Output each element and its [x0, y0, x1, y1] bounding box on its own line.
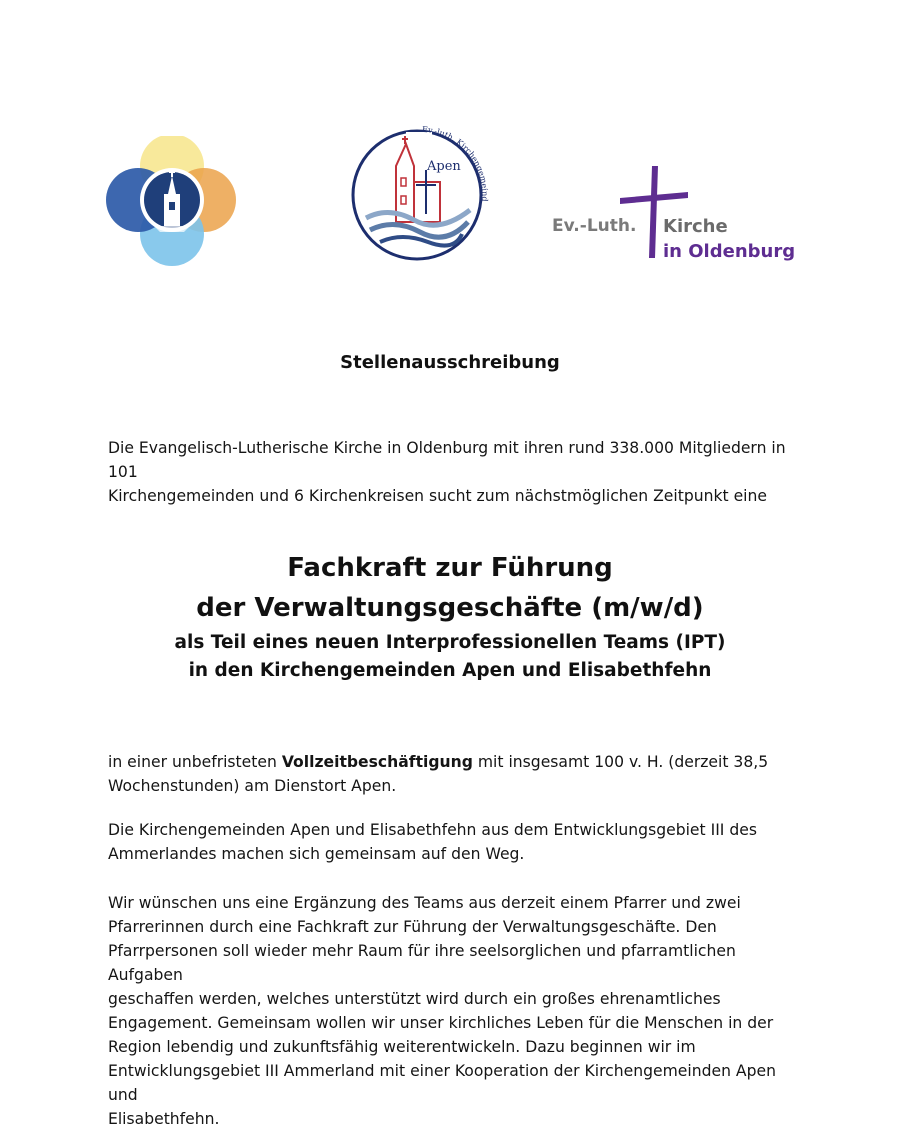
team-line: Elisabethfehn.	[108, 1110, 220, 1128]
intro-line: Kirchengemeinden und 6 Kirchenkreisen sucht zum nächstmöglichen Zeitpunkt eine	[108, 487, 767, 505]
employment-pre: in einer unbefristeten	[108, 753, 282, 771]
page-heading: Stellenausschreibung	[340, 352, 560, 373]
team-line: Region lebendig und zukunftsfähig weiterentwickeln. Dazu beginnen wir im	[108, 1038, 696, 1056]
team-paragraph	[108, 891, 808, 1131]
team-line: Wir wünschen uns eine Ergänzung des Teams aus derzeit einem Pfarrer und zwei	[108, 894, 741, 912]
team-line: Engagement. Gemeinsam wollen wir unser kirchliches Leben für die Menschen in der	[108, 1014, 774, 1032]
employment-post: mit insgesamt 100 v. H. (derzeit 38,5	[472, 753, 769, 771]
logo-arc-text: Ev.-luth. Kirchengemeind	[421, 124, 490, 202]
employment-bold: Vollzeitbeschäftigung	[281, 753, 473, 771]
church-tower-circles-icon	[104, 136, 240, 268]
intro-line: Die Evangelisch-Lutherische Kirche in Oldenburg mit ihren rund 338.000 Mitgliedern in 101	[108, 439, 786, 481]
logo-text-oldenburg: in Oldenburg	[663, 241, 796, 262]
employment-paragraph	[108, 750, 808, 798]
job-subtitle-line1: als Teil eines neuen Interprofessionellen Teams (IPT)	[174, 632, 726, 653]
intro-paragraph	[108, 436, 808, 508]
logo-apen-name: Apen	[427, 159, 461, 174]
logo-text-kirche: Kirche	[663, 216, 728, 237]
region-line: Ammerlandes machen sich gemeinsam auf den Weg.	[108, 845, 525, 863]
logo-text-evluth: Ev.-Luth.	[552, 216, 637, 236]
team-line: Pfarrerinnen durch eine Fachkraft zur Führung der Verwaltungsgeschäfte. Den	[108, 918, 717, 936]
job-title-line2: der Verwaltungsgeschäfte (m/w/d)	[196, 593, 704, 623]
team-line: geschaffen werden, welches unterstützt wird durch ein großes ehrenamtliches	[108, 990, 721, 1008]
job-title-line1: Fachkraft zur Führung	[287, 553, 613, 583]
team-line: Pfarrpersonen soll wieder mehr Raum für ihre seelsorglichen und pfarramtlichen Aufgaben	[108, 942, 736, 984]
employment-line	[108, 750, 808, 774]
region-paragraph	[108, 818, 808, 866]
region-line: Die Kirchengemeinden Apen und Elisabethfehn aus dem Entwicklungsgebiet III des	[108, 821, 757, 839]
team-line: Entwicklungsgebiet III Ammerland mit einer Kooperation der Kirchengemeinden Apen und	[108, 1062, 776, 1104]
church-wave-icon	[344, 122, 490, 268]
job-subtitle-line2: in den Kirchengemeinden Apen und Elisabethfehn	[188, 660, 712, 681]
employment-line2: Wochenstunden) am Dienstort Apen.	[108, 777, 397, 795]
elk-oldenburg-logo	[548, 162, 798, 266]
